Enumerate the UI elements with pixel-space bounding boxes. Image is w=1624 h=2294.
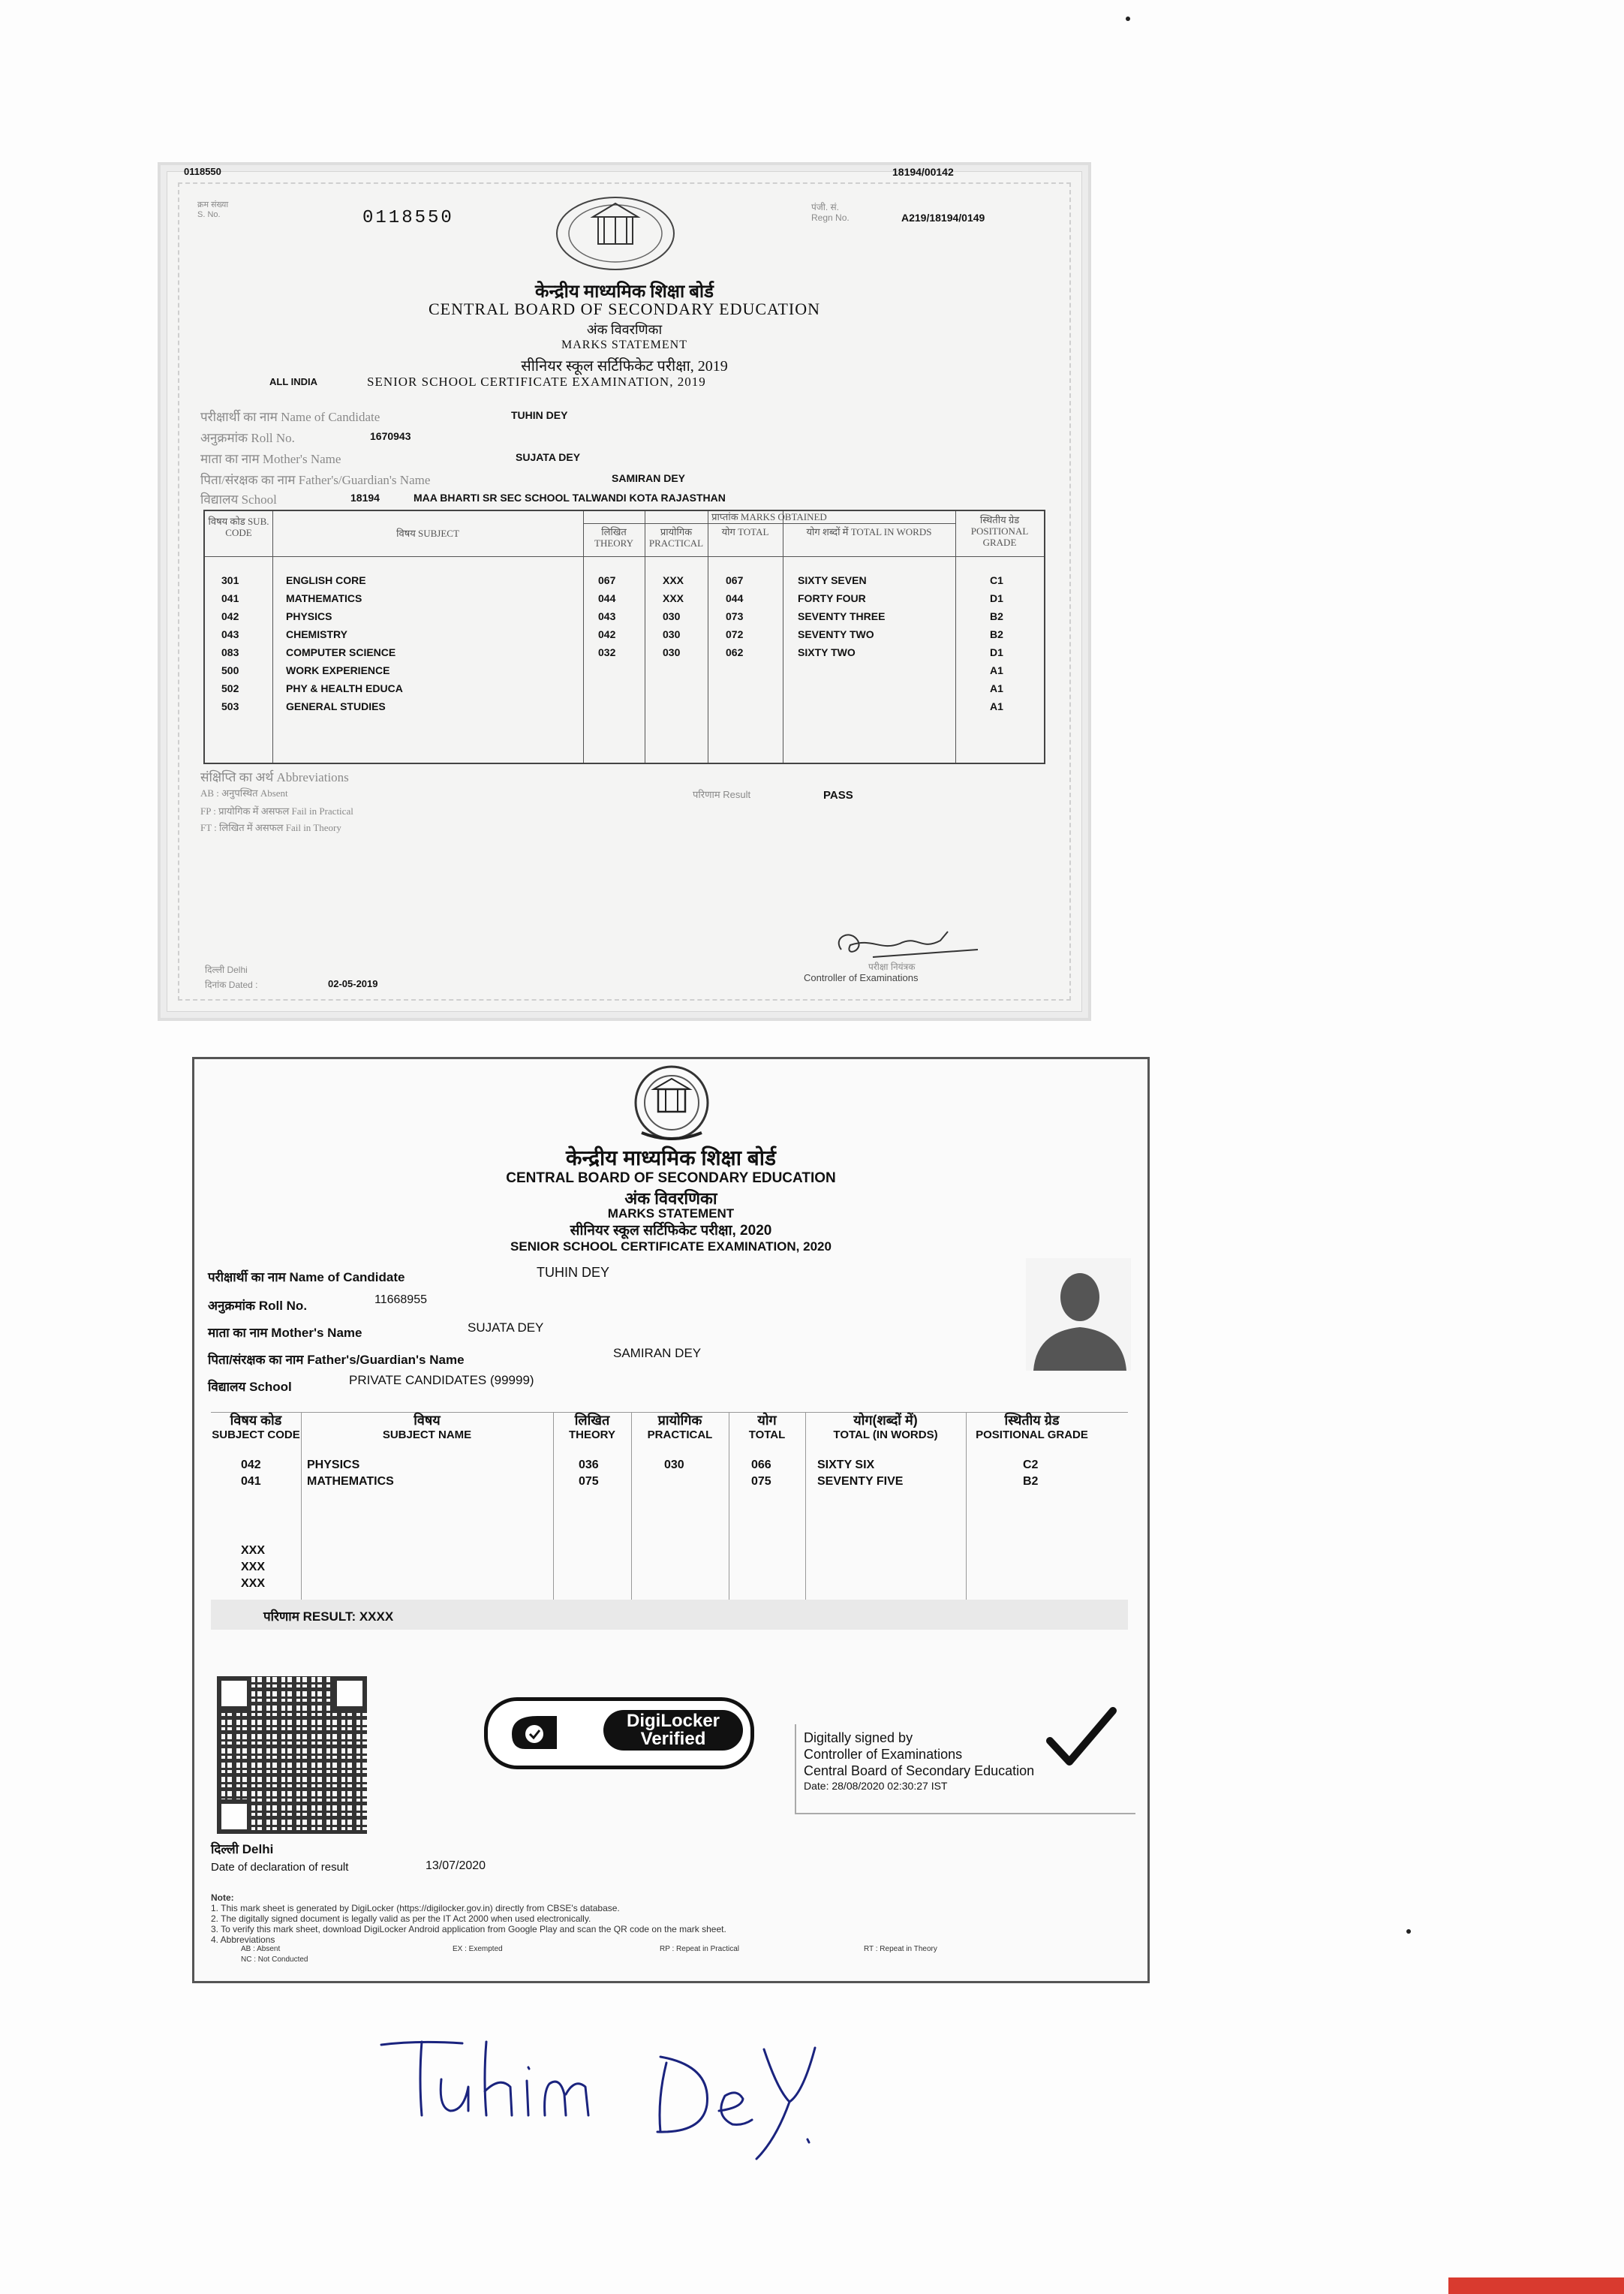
father-label: पिता/संरक्षक का नाम Father's/Guardian's Name: [200, 473, 431, 487]
signed-board: Central Board of Secondary Education: [804, 1763, 1035, 1778]
row-code: 502: [221, 682, 239, 694]
abbrev-absent: AB : Absent: [241, 1945, 281, 1953]
header-subject-hindi: विषय: [414, 1413, 441, 1428]
row-subject: GENERAL STUDIES: [286, 700, 386, 712]
blank-code: XXX: [241, 1561, 266, 1573]
cbse-emblem: [619, 1064, 724, 1145]
board-name: CENTRAL BOARD OF SECONDARY EDUCATION: [506, 1170, 836, 1186]
marks-statement-2020: [192, 1057, 1150, 1983]
verified-label: Verified: [640, 1729, 706, 1749]
candidate-label: परीक्षार्थी का नाम Name of Candidate: [208, 1270, 405, 1284]
row-practical: 030: [664, 1459, 684, 1471]
cbse-emblem: [552, 194, 679, 277]
row-grade: A1: [990, 664, 1003, 676]
row-theory: 075: [579, 1475, 599, 1488]
header-practical: PRACTICAL: [647, 1428, 713, 1441]
serial-top-left: 0118550: [184, 166, 221, 177]
row-total: 072: [726, 628, 744, 640]
row-grade: C1: [990, 574, 1003, 586]
row-code: 042: [221, 610, 239, 622]
row-code: 042: [241, 1459, 261, 1471]
row-code: 041: [221, 592, 239, 604]
marks-table-2019: [203, 510, 1045, 764]
board-name-hindi: केन्द्रीय माध्यमिक शिक्षा बोर्ड: [566, 1146, 776, 1170]
father-name: SAMIRAN DEY: [613, 1346, 702, 1360]
row-theory: 032: [598, 646, 616, 658]
serial-top-right: 18194/00142: [892, 166, 954, 178]
school-code: 18194: [350, 492, 380, 504]
row-subject: MATHEMATICS: [307, 1475, 394, 1488]
row-code: 041: [241, 1475, 261, 1488]
school-label: विद्यालय School: [200, 492, 277, 507]
blank-code: XXX: [241, 1544, 266, 1557]
header-total-hindi: योग: [757, 1413, 777, 1428]
row-grade: B2: [990, 628, 1003, 640]
header-theory-hindi: लिखित: [574, 1413, 610, 1428]
row-words: SIXTY TWO: [798, 646, 856, 658]
handwritten-signature: [372, 2027, 838, 2177]
digilocker-label: DigiLocker: [626, 1711, 720, 1731]
row-grade: D1: [990, 592, 1003, 604]
digital-signature-box: [795, 1724, 1135, 1814]
row-words: SIXTY SEVEN: [798, 574, 867, 586]
school-label: विद्यालय School: [208, 1380, 292, 1394]
header-subject-code-hindi: विषय कोड: [230, 1413, 282, 1428]
marks-statement-hindi: अंक विवरणिका: [624, 1189, 717, 1208]
abbrev-absent: AB : अनुपस्थित Absent: [200, 787, 288, 799]
row-words: SEVENTY TWO: [798, 628, 874, 640]
row-grade: D1: [990, 646, 1003, 658]
row-practical: 030: [663, 646, 681, 658]
row-words: SEVENTY THREE: [798, 610, 886, 622]
header-theory: THEORY: [569, 1428, 615, 1441]
school-name: MAA BHARTI SR SEC SCHOOL TALWANDI KOTA RAJASTHAN: [414, 492, 726, 504]
scan-speck: [1406, 1929, 1411, 1934]
candidate-label: परीक्षार्थी का नाम Name of Candidate: [200, 410, 380, 424]
row-subject: ENGLISH CORE: [286, 574, 366, 586]
row-code: 043: [221, 628, 239, 640]
row-words: FORTY FOUR: [798, 592, 866, 604]
notes-title: Note:: [211, 1892, 234, 1903]
row-subject: MATHEMATICS: [286, 592, 362, 604]
scan-edge-mark: [1448, 2277, 1624, 2294]
regn-number: A219/18194/0149: [901, 212, 985, 224]
row-total: 044: [726, 592, 744, 604]
row-total: 073: [726, 610, 744, 622]
row-total: 066: [751, 1459, 771, 1471]
row-practical: XXX: [663, 574, 684, 586]
declaration-label: Date of declaration of result: [211, 1861, 349, 1874]
header-positional-grade: स्थितीय ग्रेड POSITIONAL GRADE: [970, 514, 1029, 548]
board-name: CENTRAL BOARD OF SECONDARY EDUCATION: [428, 300, 821, 318]
declaration-date: 13/07/2020: [426, 1859, 486, 1872]
row-words: SEVENTY FIVE: [817, 1475, 904, 1488]
row-subject: PHY & HEALTH EDUCA: [286, 682, 403, 694]
row-theory: 067: [598, 574, 616, 586]
signed-by-label: Digitally signed by: [804, 1730, 913, 1745]
marks-statement-2019: [167, 166, 1082, 1012]
exam-title-hindi: सीनियर स्कूल सर्टिफिकेट परीक्षा, 2020: [570, 1223, 772, 1239]
row-code: 301: [221, 574, 239, 586]
father-name: SAMIRAN DEY: [612, 472, 686, 484]
exam-title-hindi: सीनियर स्कूल सर्टिफिकेट परीक्षा, 2019: [521, 358, 728, 375]
signed-date: Date: 28/08/2020 02:30:27 IST: [804, 1780, 948, 1792]
row-grade: C2: [1023, 1459, 1039, 1471]
scan-speck: [1126, 17, 1130, 21]
row-code: 083: [221, 646, 239, 658]
signed-controller: Controller of Examinations: [804, 1747, 963, 1762]
header-positional-grade: POSITIONAL GRADE: [976, 1428, 1088, 1441]
note-line: 4. Abbreviations: [211, 1934, 275, 1945]
mother-name: SUJATA DEY: [468, 1320, 544, 1335]
place-2019: दिल्ली Delhi: [205, 965, 248, 975]
row-theory: 036: [579, 1459, 599, 1471]
abbrev-fail-practical: FP : प्रायोगिक में असफल Fail in Practical: [200, 805, 353, 817]
blank-code: XXX: [241, 1577, 266, 1590]
row-theory: 043: [598, 610, 616, 622]
dated-value: 02-05-2019: [328, 978, 378, 989]
school-name: PRIVATE CANDIDATES (99999): [349, 1373, 534, 1387]
marks-statement-title: MARKS STATEMENT: [607, 1206, 735, 1221]
exam-title: SENIOR SCHOOL CERTIFICATE EXAMINATION, 2020: [510, 1239, 832, 1254]
header-theory: लिखित THEORY: [594, 526, 633, 549]
mother-label: माता का नाम Mother's Name: [208, 1326, 362, 1340]
mother-label: माता का नाम Mother's Name: [200, 452, 341, 466]
header-subject-code: SUBJECT CODE: [212, 1428, 300, 1441]
abbrev-repeat-theory: RT : Repeat in Theory: [864, 1945, 937, 1953]
dated-label: दिनांक Dated :: [205, 980, 258, 990]
result-line: परिणाम RESULT: XXXX: [263, 1609, 394, 1624]
digilocker-verified-badge: [484, 1697, 754, 1769]
header-total: TOTAL: [748, 1428, 786, 1441]
row-theory: 042: [598, 628, 616, 640]
header-total-words: TOTAL (IN WORDS): [833, 1428, 938, 1441]
row-grade: B2: [1023, 1475, 1039, 1488]
all-india-label: ALL INDIA: [269, 376, 318, 387]
row-subject: CHEMISTRY: [286, 628, 347, 640]
candidate-name: TUHIN DEY: [537, 1265, 610, 1280]
regn-hindi-label: पंजी. सं.: [811, 202, 839, 212]
roll-label: अनुक्रमांक Roll No.: [200, 431, 295, 445]
row-grade: A1: [990, 700, 1003, 712]
serial-label: क्रम संख्या S. No.: [197, 200, 229, 219]
header-sub-code: विषय कोड SUB. CODE: [208, 516, 269, 538]
row-practical: XXX: [663, 592, 684, 604]
row-subject: PHYSICS: [286, 610, 332, 622]
header-marks-obtained: प्राप्तांक MARKS OBTAINED: [711, 511, 827, 522]
marks-statement-hindi: अंक विवरणिका: [586, 322, 663, 337]
note-line: 3. To verify this mark sheet, download DigiLocker Android application from Google Play and scan the QR code on the mark sheet.: [211, 1924, 726, 1934]
note-line: 2. The digitally signed document is legally valid as per the IT Act 2000 when used electronically.: [211, 1913, 591, 1924]
result-label: परिणाम Result: [693, 789, 751, 800]
row-subject: COMPUTER SCIENCE: [286, 646, 396, 658]
person-silhouette-icon: [1026, 1258, 1131, 1371]
row-words: SIXTY SIX: [817, 1459, 875, 1471]
header-grade-hindi: स्थितीय ग्रेड: [1004, 1413, 1060, 1428]
candidate-photo: [1026, 1258, 1131, 1371]
result-value: PASS: [823, 789, 853, 802]
board-name-hindi: केन्द्रीय माध्यमिक शिक्षा बोर्ड: [535, 282, 714, 302]
row-subject: WORK EXPERIENCE: [286, 664, 390, 676]
checkmark-icon: [1044, 1705, 1119, 1772]
marks-table-2020: [211, 1412, 1128, 1637]
serial-number: 0118550: [362, 208, 454, 228]
header-total-words-hindi: योग(शब्दों में): [853, 1413, 918, 1428]
controller-title: Controller of Examinations: [804, 972, 919, 983]
digilocker-logo-icon: [504, 1711, 579, 1754]
candidate-name: TUHIN DEY: [511, 409, 568, 421]
header-practical-hindi: प्रायोगिक: [657, 1413, 702, 1428]
abbreviations-title: संक्षिप्ति का अर्थ Abbreviations: [200, 770, 349, 784]
row-total: 062: [726, 646, 744, 658]
header-practical: प्रायोगिक PRACTICAL: [648, 526, 704, 549]
abbrev-exempted: EX : Exempted: [453, 1945, 503, 1953]
roll-number: 1670943: [370, 430, 411, 442]
father-label: पिता/संरक्षक का नाम Father's/Guardian's Name: [208, 1353, 465, 1367]
row-grade: A1: [990, 682, 1003, 694]
mother-name: SUJATA DEY: [516, 451, 581, 463]
roll-number: 11668955: [374, 1293, 427, 1306]
header-subject: विषय SUBJECT: [396, 528, 459, 539]
header-total: योग TOTAL: [721, 526, 769, 537]
marks-statement-title: MARKS STATEMENT: [561, 339, 687, 351]
abbrev-not-conducted: NC : Not Conducted: [241, 1955, 308, 1964]
row-total: 075: [751, 1475, 771, 1488]
row-code: 500: [221, 664, 239, 676]
row-theory: 044: [598, 592, 616, 604]
abbrev-repeat-practical: RP : Repeat in Practical: [660, 1945, 739, 1953]
roll-label: अनुक्रमांक Roll No.: [208, 1299, 308, 1313]
row-code: 503: [221, 700, 239, 712]
row-total: 067: [726, 574, 744, 586]
header-total-words: योग शब्दों में TOTAL IN WORDS: [806, 526, 932, 537]
controller-hindi: परीक्षा नियंत्रक: [868, 962, 916, 972]
abbrev-fail-theory: FT : लिखित में असफल Fail in Theory: [200, 822, 341, 833]
row-practical: 030: [663, 628, 681, 640]
row-practical: 030: [663, 610, 681, 622]
row-grade: B2: [990, 610, 1003, 622]
qr-code: [217, 1676, 367, 1834]
regn-label: Regn No.: [811, 212, 850, 223]
place-2020: दिल्ली Delhi: [211, 1842, 274, 1856]
note-line: 1. This mark sheet is generated by DigiLocker (https://digilocker.gov.in) directly from CBSE's database.: [211, 1903, 620, 1913]
header-subject-name: SUBJECT NAME: [382, 1428, 472, 1441]
exam-title: SENIOR SCHOOL CERTIFICATE EXAMINATION, 2019: [367, 375, 706, 389]
row-subject: PHYSICS: [307, 1459, 360, 1471]
